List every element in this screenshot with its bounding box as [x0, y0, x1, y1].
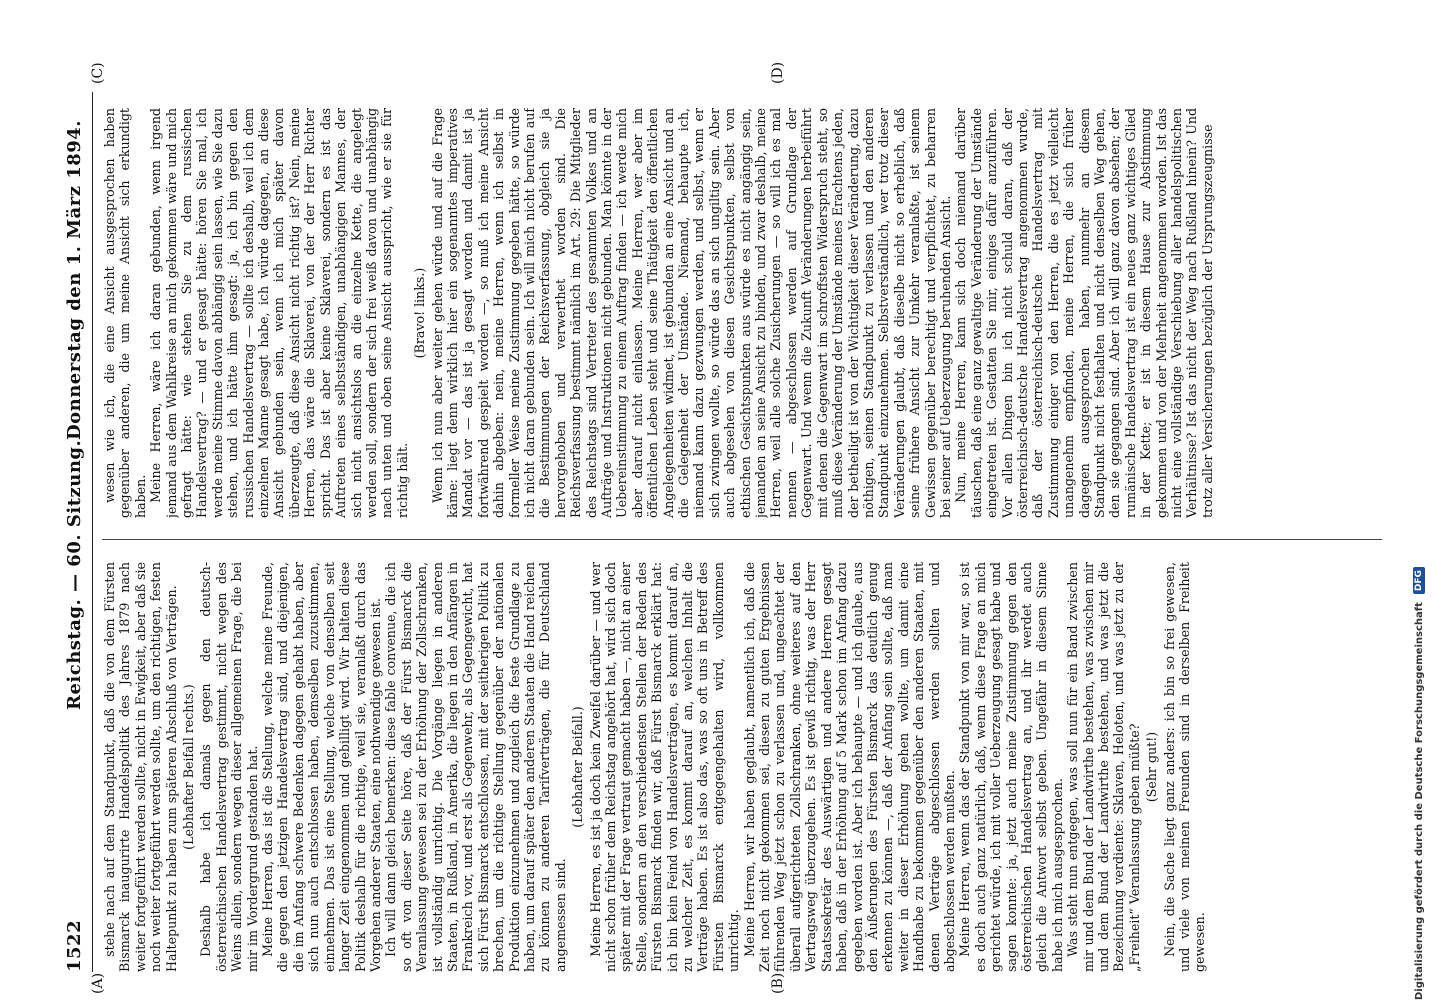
page-number: 1522: [64, 919, 85, 972]
margin-marker-d: (D): [770, 61, 786, 84]
paragraph: Meine Herren, das ist die Stellung, welche meine Freunde, die gegen den jetzigen Handelsvertrag sind, und diejenigen, die im Anfang schwere Bedenken dagegen gehabt haben, aber sich nun auch entschlossen haben, demselben zuzustimmen, einnehmen. Das ist eine Stellung, welche von denselben seit langer Zeit eingenommen und gebilligt wird. Wir halten diese Politik deshalb für die richtige, weil sie, veranlaßt durch das Vorgehen anderer Staaten, eine nothwendige gewesen ist.: [260, 562, 383, 972]
paragraph: Nein, die Sache liegt ganz anders: ich bin so frei gewesen, und viele von meinen Freunden sind in derselben Freiheit gewesen.: [1161, 562, 1208, 972]
paragraph: Deshalb habe ich damals gegen den deutsch-österreichischen Handelsvertrag gestimmt, nicht wegen des Weins allein, sondern wegen dieser allgemeinen Frage, die bei mir im Vordergrund gestanden hat.: [198, 562, 260, 972]
applause-note: (Sehr gut!): [1144, 731, 1160, 803]
applause-note: (Lebhafter Beifall rechts.): [181, 684, 197, 850]
scanned-page: [50, 61, 1410, 1000]
paragraph: Ich will dann gleich bemerken: diese fable convenue, die ich so oft von dieser Seite höre, daß der Fürst Bismarck die Veranlassung gewesen sei zu der Erhöhung der Zollschranken, ist vollständig unrichtig. Die Vorgänge liegen in anderen Staaten, in Rußland, in Amerika, die liegen in den Anfängen in Frankreich vor, und erst als Gegenwehr, als Gegengewicht, hat sich Fürst Bismarck entschlossen, mit der seitherigen Politik zu brechen, um die richtige Stellung gegenüber der nationalen Produktion einzunehmen und zugleich die feste Grundlage zu haben, um darauf später den anderen Staaten die Hand reichen zu können zu anderen Tarifverträgen, die für Deutschland angemessen sind.: [383, 562, 568, 972]
margin-marker-b: (B): [770, 972, 786, 994]
margin-marker-a: (A): [90, 972, 106, 994]
right-text-column: [102, 108, 1382, 518]
digitization-credit: [1408, 10, 1430, 1000]
paragraph: Meine Herren, wäre ich daran gebunden, wenn irgend jemand aus dem Wahlkreise an mich gekommen wäre und mich gefragt hätte: wie stehen Sie zu dem russischen Handelsvertrag? — und er gesagt hätte: hören Sie mal, ich werde meine Stimme davon abhängig sein lassen, wie Sie dazu stehen, und ich hätte ihm gesagt: ja, ich bin gegen den russischen Handelsvertrag — sollte ich deshalb, weil ich dem einzelnen Manne gesagt habe, ich würde dagegen, an diese Ansicht gebunden sein, wenn ich mich später davon überzeugte, daß diese Ansicht nicht richtig ist? Nein, meine Herren, das wäre die Sklaverei, von der der Herr Richter spricht. Das ist aber keine Sklaverei, sondern es ist das Auftreten eines selbstständigen, unabhängigen Mannes, der sich nicht ansichtslos an die einzelne Kette, die angelegt werden soll, sondern der sich frei weiß davon und unabhängig nach unten und oben seine Ansicht ausspricht, wie er sie für richtig hält.: [148, 108, 410, 518]
paragraph: Meine Herren, es ist ja doch kein Zweifel darüber — und wer nicht schon früher dem Reichstag angehört hat, wird sich doch später mit der Frage vertraut gemacht haben —, nicht an einer Stelle, sondern an den verschiedensten Stellen der Reden des Fürsten Bismarck finden wir, daß Fürst Bismarck erklärt hat: ich bin kein Feind von Handelsverträgen, es kommt darauf an, zu welcher Zeit, es kommt darauf an, welchen Inhalt die Verträge haben. Es ist also das, was so oft uns in Betreff des Fürsten Bismarck entgegengehalten wird, vollkommen unrichtig.: [587, 562, 742, 972]
column-divider: [102, 539, 1382, 540]
session-heading: Reichstag. — 60. Sitzung.: [64, 439, 85, 710]
applause-note: (Lebhafter Beifall.): [570, 706, 586, 828]
credit-text: Digitalisierung gefördert durch die Deutsche Forschungsgemeinschaft: [1413, 602, 1425, 1000]
paragraph: Meine Herren, wenn das der Standpunkt von mir war, so ist es doch auch ganz natürlich, daß, wenn diese Frage an mich gerichtet würde, ich mit voller Ueberzeugung gesagt habe und sagen konnte: ja, jetzt auch meine Zustimmung gegen den österreichischen Handelsvertrag an, und ihr werdet auch gleich die Antwort selbst geben. Ungefähr in diesem Sinne habe ich mich ausgesprochen.: [957, 562, 1065, 972]
paragraph: Meine Herren, wir haben geglaubt, namentlich ich, daß die Zeit noch nicht gekommen sei, diesen zu guten Ergebnissen führenden Weg jetzt schon zu verlassen und, ungeachtet der überall aufgerichteten Zollschranken, ohne weiteres auf den Vertragsweg überzugehen. Es ist gewiß richtig, was der Herr Staatssekretär des Auswärtigen und andere Herren gesagt haben, daß in der Erhöhung auf 5 Mark schon im Anfang dazu gegeben worden ist. Aber ich behaupte — und ich glaube, aus den Äußerungen des Fürsten Bismarck das deutlich genug erkennen zu können —, daß der Anfang sein sollte, daß man weiter in dieser Erhöhung gehen wollte, um damit eine Handhabe zu bekommen gegenüber den anderen Staaten, mit denen Verträge abgeschlossen werden sollten und abgeschlossen werden mußten.: [741, 562, 957, 972]
paragraph: Was steht nun entgegen, was soll nun für ein Band zwischen mir und dem Bund der Landwirthe bestehen, was zwischen mir und dem Bund der Landwirthe bestehen, und was jetzt die Bezeichnung verdiente: Sklaven, Heloten, und was jetzt zu der „Freiheit“ Veranlassung geben müßte?: [1065, 562, 1142, 972]
paragraph: wesen wie ich, die eine Ansicht ausgesprochen haben gegenüber anderen, die um meine Ansicht sich erkundigt haben.: [102, 108, 148, 518]
paragraph: Nun, meine Herren, kann sich doch niemand darüber täuschen, daß eine ganz gewaltige Veränderung der Umstände eingetreten ist. Gestatten Sie mir, einiges dafür anzuführen. Vor allen Dingen bin ich nicht schuld daran, daß der österreichisch-deutsche Handelsvertrag angenommen wurde, daß der österreichisch-deutsche Handelsvertrag mit Zustimmung einiger von den Herren, die es jetzt vielleicht unangenehm empfinden, meine Herren, die sich früher dagegen ausgesprochen haben, nunmehr an diesem Standpunkt nicht festhalten und nicht denselben Weg gehen, den sie gegangen sind. Aber ich will ganz davon absehen; der rumänische Handelsvertrag ist ein neues ganz wichtiges Glied in der Kette; er ist in diesem Hause zur Abstimmung gekommen und von der Mehrheit angenommen worden. Ist das nicht eine vollständige Verschiebung aller handelspolitischen Verhältnisse? Ist das nicht der Weg nach Rußland hinein? Und trotz aller Versicherungen bezüglich der Ursprungszeugnisse: [953, 108, 1215, 518]
header-rule: [92, 92, 93, 972]
paragraph: stehe nach auf dem Standpunkt, daß die von dem Fürsten Bismarck inaugurirte Handelspolitik des Jahres 1879 nach weiter fortgeführt werden sollte, nicht in Ewigkeit, aber daß sie noch weiter fortgeführt werden sollte, um den richtigen, festen Haltepunkt zu haben zum späteren Abschluß von Verträgen.: [102, 562, 179, 972]
left-text-column: [102, 562, 1382, 972]
applause-note: (Bravo! links.): [412, 267, 428, 359]
date-heading: Donnerstag den 1. März 1894.: [64, 119, 85, 440]
paragraph: Wenn ich nun aber weiter gehen würde und auf die Frage käme: liegt denn wirklich hier ein sogenanntes imperatives Mandat vor — das ist ja gesagt worden und damit ist ja fortwährend gespielt worden —, so muß ich meine Ansicht dahin abgeben: nein, meine Herren, wenn ich selbst in formeller Weise meine Zustimmung gegeben hätte, so würde ich nicht daran gebunden sein. Ich will mich nicht berufen auf die Bestimmungen der Reichsverfassung, obgleich sie ja hervorgehoben und verwerthet worden sind. Die Reichsverfassung bestimmt nämlich im Art. 29: Die Mitglieder des Reichstags sind Vertreter des gesammten Volkes und an Aufträge und Instruktionen nicht gebunden. Man könnte in der Uebereinstimmung zu einem Auftrag finden — ich werde mich aber darauf nicht einlassen. Meine Herren, wer aber im öffentlichen Leben steht und seine Thätigkeit den öffentlichen Angelegenheiten widmet, ist gebunden an eine Ansicht und an die Gelegenheit der Umstände. Niemand, behaupte ich, niemand kann dazu gezwungen werden, und selbst, wenn er sich zwingen wollte, so würde das an sich ungiltig sein. Aber auch abgesehen von diesen Gesichtspunkten, selbst von ethischen Gesichtspunkten aus würde es nicht angängig sein, jemanden an seine Ansicht zu binden, und zwar deshalb, meine Herren, weil alle solche Zusicherungen — so will ich es mal nennen — abgeschlossen werden auf Grundlage der Gegenwart. Und wenn die Zukunft Veränderungen herbeiführt mit denen die Gegenwart im schroffsten Widerspruch steht, so muß diese Veränderung der Umstände meines Erachtens jeden, der betheiligt ist von der Wichtigkeit dieser Veränderung, dazu nöthigen, seinen Standpunkt zu verlassen und den anderen Standpunkt einzunehmen. Selbstverständlich, wer trotz dieser Veränderungen glaubt, daß dieselbe nicht so erheblich, daß seine frühere Ansicht zur Umkehr veranlaßte, ist seinem Gewissen gegenüber berechtigt und verpflichtet, zu beharren bei seiner auf Ueberzeugung beruhenden Ansicht.: [429, 108, 953, 518]
dfg-logo: DFG: [1413, 567, 1425, 594]
margin-marker-c: (C): [90, 62, 106, 84]
